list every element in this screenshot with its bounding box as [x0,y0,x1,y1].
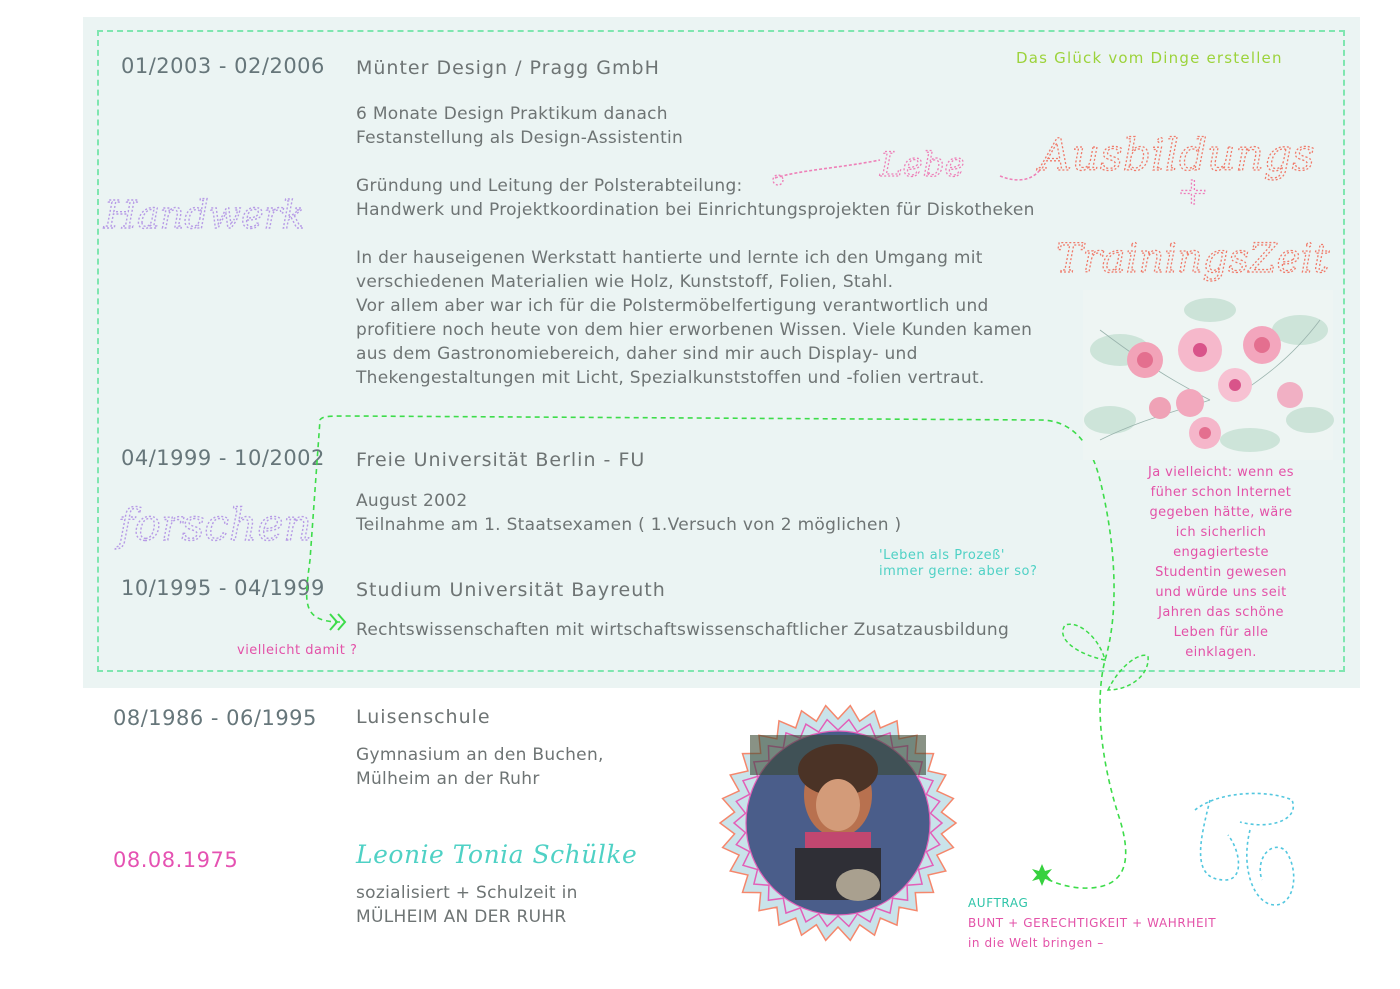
text-line: sozialisiert + Schulzeit in [356,883,578,903]
dotted-monogram [1195,793,1294,905]
entry-title-luisen: Luisenschule [356,706,491,728]
text-line: Teilnahme am 1. Staatsexamen ( 1.Versuch von 2 möglichen ) [356,515,902,535]
text-line: gegeben hätte, wäre [1149,505,1293,520]
text-line: Leben für alle [1173,625,1269,640]
text-line: Jahren das schöne [1158,605,1284,620]
text-line: Vor allem aber war ich für die Polstermöbelfertigung verantwortlich und [356,296,989,316]
lebe-tail [1000,170,1040,180]
handwritten-lebe: Lebe [880,145,965,185]
entry-text-bayreuth: Rechtswissenschaften mit wirtschaftswissenschaftlicher Zusatzausbildung [356,620,1010,640]
text-line: aus dem Gastronomiebereich, daher sind mir auch Display- und [356,344,918,364]
text-line: einklagen. [1185,645,1257,660]
entry-date-bayreuth: 10/1995 - 04/1999 [121,576,325,600]
text-line: MÜLHEIM AN DER RUHR [356,907,567,927]
child-portrait-photo [720,706,956,941]
entry-title-muenter: Münter Design / Pragg GmbH [356,57,660,79]
entry-date-muenter: 01/2003 - 02/2006 [121,54,325,78]
flower-bouquet-illustration [1083,290,1334,460]
entry-date-luisen: 08/1986 - 06/1995 [113,706,317,730]
handwritten-plus: + [1177,169,1209,213]
text-line: Mülheim an der Ruhr [356,769,540,789]
text-line: Studentin gewesen [1155,565,1287,580]
text-line: Ja vielleicht: wenn es [1148,465,1294,480]
text-line: ich sicherlich [1175,525,1267,540]
double-chevron-right-icon [330,614,345,630]
text-line: Handwerk und Projektkoordination bei Einrichtungsprojekten für Diskotheken [356,200,1035,220]
leaf-left [1063,624,1105,660]
handwritten-handwerk: Handwerk [104,193,305,237]
lebe-swash [775,160,880,178]
text-line: verschiedenen Materialien wie Holz, Kunststoff, Folien, Stahl. [356,272,894,292]
entry-title-bayreuth: Studium Universität Bayreuth [356,579,666,601]
text-line: AUFTRAG [968,896,1029,910]
green-dashed-path [307,416,1126,888]
handwritten-ausbildungs: Ausbildungs [1040,130,1315,181]
text-line: 6 Monate Design Praktikum danach [356,104,668,124]
text-line: in die Welt bringen – [968,936,1104,950]
text-line: August 2002 [356,491,468,511]
handwritten-trainingszeit: TrainingsZeit [1056,236,1330,282]
note-damit: vielleicht damit ? [237,643,358,658]
entry-title-fu: Freie Universität Berlin - FU [356,449,646,471]
person-name: Leonie Tonia Schülke [356,840,638,869]
text-line: immer gerne: aber so? [879,564,1038,579]
text-line: 'Leben als Prozeß' [879,548,1005,563]
text-line: In der hauseigenen Werkstatt hantierte und lernte ich den Umgang mit [356,248,983,268]
green-star-icon [1032,864,1052,886]
text-line: Festanstellung als Design-Assistentin [356,128,684,148]
text-line: Thekengestaltungen mit Licht, Spezialkunststoffen und -folien vertraut. [356,368,985,388]
entry-date-fu: 04/1999 - 10/2002 [121,446,325,470]
text-line: und würde uns seit [1155,585,1287,600]
text-line: engagierteste [1173,545,1269,560]
text-line: Gymnasium an den Buchen, [356,745,604,765]
handwritten-forschen: forschen [118,500,312,551]
text-line: Gründung und Leitung der Polsterabteilung: [356,176,743,196]
birth-date: 08.08.1975 [113,848,239,872]
text-line: profitiere noch heute von dem hier erworbenen Wissen. Viele Kunden kamen [356,320,1033,340]
motto: Das Glück vom Dinge erstellen [1016,49,1283,67]
leaf-right [1108,655,1148,690]
text-line: BUNT + GERECHTIGKEIT + WAHRHEIT [968,916,1217,930]
text-line: füher schon Internet [1150,485,1292,500]
